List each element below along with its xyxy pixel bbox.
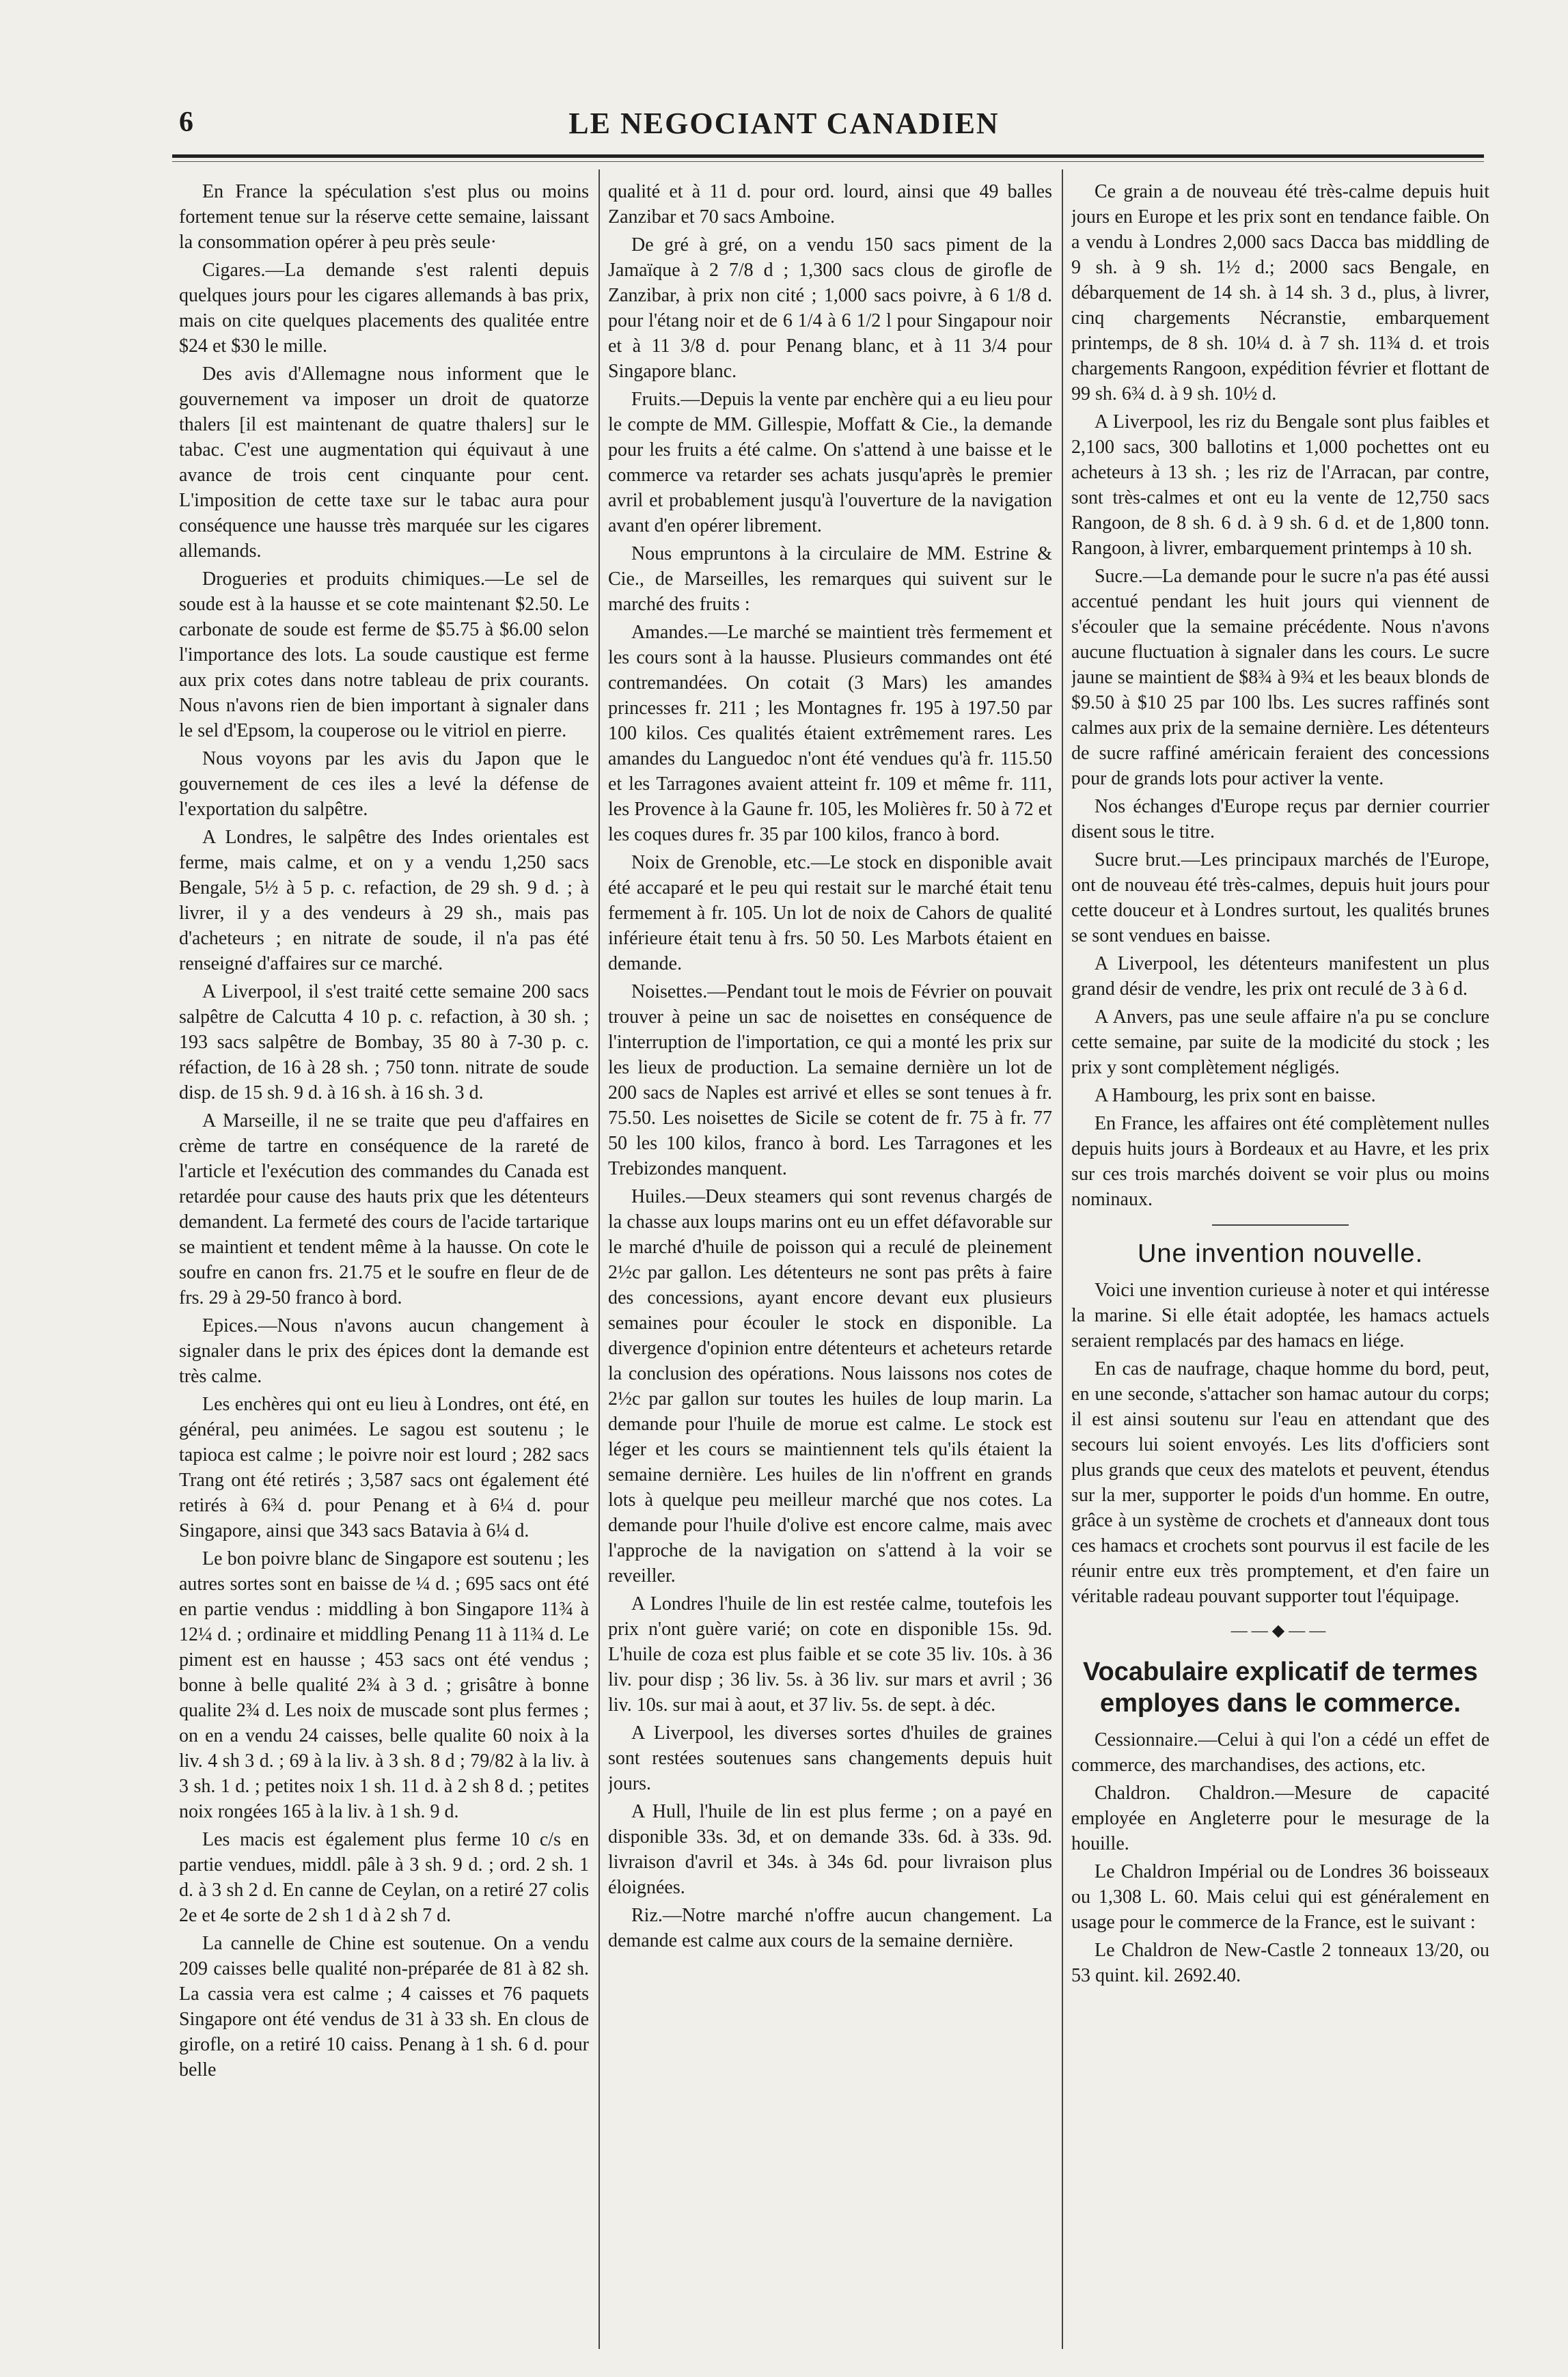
col2-paragraph: Nous empruntons à la circulaire de MM. Estrine & Cie., de Marseilles, les remarques qui suivent sur le marché des fruits : (608, 543, 1052, 615)
col1-paragraph: Des avis d'Allemagne nous informent que le gouvernement va imposer un droit de quatorze thalers [il est maintenant de quatre thalers] sur le tabac. C'est une augmentation qui équivaut à une avance de trois cent cinquante pour cent. L'imposition de cette taxe sur le tabac aura pour conséquence une hausse très marquée sur les cigares allemands. (179, 363, 589, 562)
col3-paragraph: Sucre.—La demande pour le sucre n'a pas été aussi accentué pendant les huit jours qui viennent de s'écouler que la semaine précédente. Nous n'avons aucune fluctuation à signaler dans les cours. Le sucre jaune se maintient de $8¾ à 9¾ et les beaux blonds de $9.50 à $10 25 par 100 lbs. Les sucres raffinés sont calmes aux prix de la semaine dernière. Les détenteurs de sucre raffiné américain feraient des concessions pour de grands lots pour activer la vente. (1071, 566, 1489, 789)
invention-paragraph: Voici une invention curieuse à noter et qui intéresse la marine. Si elle était adoptée, les hamacs actuels seraient remplacés par des hamacs en liége. (1071, 1280, 1489, 1351)
column-1 (179, 179, 589, 2345)
col2-paragraph: qualité et à 11 d. pour ord. lourd, ainsi que 49 balles Zanzibar et 70 sacs Amboine. (608, 181, 1052, 228)
vocab-paragraph: Cessionnaire.—Celui à qui l'on a cédé un effet de commerce, des marchandises, des actions, etc. (1071, 1729, 1489, 1776)
vocab-paragraph: Le Chaldron Impérial ou de Londres 36 boisseaux ou 1,308 L. 60. Mais celui qui est généralement en usage pour le commerce de la France, est le suivant : (1071, 1861, 1489, 1933)
col1-paragraph: A Liverpool, il s'est traité cette semaine 200 sacs salpêtre de Calcutta 4 10 p. c. refaction, à 30 sh. ; 193 sacs salpêtre de Bombay, 35 80 à 7-30 p. c. réfaction, de 16 à 28 sh. ; 750 tonn. nitrate de soude disp. de 15 sh. 9 d. à 16 sh. à 16 sh. 3 d. (179, 981, 589, 1103)
col2-paragraph: A Hull, l'huile de lin est plus ferme ; on a payé en disponible 33s. 3d, et on demande 33s. 6d. à 33s. 9d. livraison d'avril et 34s. à 34s 6d. pour livraison plus éloignées. (608, 1801, 1052, 1898)
section-rule (1212, 1224, 1349, 1226)
col3-paragraph: A Hambourg, les prix sont en baisse. (1095, 1085, 1376, 1106)
col3-paragraph: A Anvers, pas une seule affaire n'a pu se conclure cette semaine, par suite de la modicité du stock ; les prix y sont complètement négligés. (1071, 1006, 1489, 1078)
col2-paragraph: Fruits.—Depuis la vente par enchère qui a eu lieu pour le compte de MM. Gillespie, Moffatt & Cie., la demande pour les fruits a été calme. On s'attend à une baisse et le commerce va retarder ses achats jusqu'après le premier avril et probablement jusqu'à l'ouverture de la navigation avant d'en opérer librement. (608, 389, 1052, 536)
col1-paragraph: La cannelle de Chine est soutenue. On a vendu 209 caisses belle qualité non-préparée de 81 à 82 sh. La cassia vera est calme ; 4 caisses et 76 paquets Singapore ont été vendus de 31 à 33 sh. En clous de girofle, on a retiré 10 caiss. Penang à 1 sh. 6 d. pour belle (179, 1933, 589, 2080)
col1-paragraph: A Londres, le salpêtre des Indes orientales est ferme, mais calme, et on y a vendu 1,250 sacs Bengale, 5½ à 5 p. c. refaction, de 29 sh. 9 d. ; à livrer, il y a des vendeurs à 29 sh., mais pas d'acheteurs ; en nitrate de soude, il n'a pas été renseigné d'affaires sur ce marché. (179, 827, 589, 974)
col2-paragraph: A Londres l'huile de lin est restée calme, toutefois les prix n'ont guère varié; on cote en disponible 15s. 9d. L'huile de coza est plus faible et se cote 35 liv. 10s. à 36 liv. pour disp ; 36 liv. 5s. à 36 liv. sur mars et avril ; 36 liv. 10s. sur mai à aout, et 37 liv. 5s. de sept. à déc. (608, 1593, 1052, 1716)
col3-paragraph: A Liverpool, les riz du Bengale sont plus faibles et 2,100 sacs, 300 ballotins et 1,000 pochettes ont eu acheteurs à 13 sh. ; les riz de l'Arracan, par contre, sont très-calmes et ont eu la vente de 12,750 sacs Rangoon, de 8 sh. 6 d. à 9 sh. 6 d. et de 1,800 tonn. Rangoon, à livrer, embarquement printemps à 10 sh. (1071, 411, 1489, 559)
col2-paragraph: Noisettes.—Pendant tout le mois de Février on pouvait trouver à peine un sac de noisettes en conséquence de l'interruption de l'importation, ce qui a monté les prix sur les lieux de production. La semaine dernière un lot de 200 sacs de Naples est arrivé et elles se sont tenues à fr. 75.50. Les noisettes de Sicile se cotent de fr. 75 à fr. 77 50 les 100 kilos, franco à bord. Les Tarragones et les Trebizondes manquent. (608, 981, 1052, 1179)
vocab-paragraph: Chaldron. Chaldron.—Mesure de capacité employée en Angleterre pour le mesurage de la houille. (1071, 1783, 1489, 1854)
col1-paragraph: Le bon poivre blanc de Singapore est soutenu ; les autres sortes sont en baisse de ¼ d. ; 695 sacs ont été en partie vendus : middling à bon Singapore 11¾ à 12¼ d. ; ordinaire et middling Penang 11 à 11¾ d. Le piment est en hausse ; 453 sacs ont été vendus ; bonne à belle qualité 2¾ à 3 d. ; grisâtre à bonne qualite 2¾ d. Les noix de muscade sont plus fermes ; on en a vendu 24 caisses, belle qualite 60 noix à la liv. 4 sh 3 d. ; 69 à la liv. à 3 sh. 8 d ; 79/82 à la liv. à 3 sh. 1 d. ; petites noix 1 sh. 11 d. à 2 sh 8 d. ; petites noix rongées 165 à la liv. à 1 sh. 9 d. (179, 1548, 589, 1822)
col3-paragraph: En France, les affaires ont été complètement nulles depuis huits jours à Bordeaux et au Havre, et les prix sur ces trois marchés doivent se voir plus ou moins nominaux. (1071, 1113, 1489, 1210)
col3-paragraph: Sucre brut.—Les principaux marchés de l'Europe, ont de nouveau été très-calmes, depuis huit jours pour cette douceur et à Londres surtout, les qualités brunes se sont vendues en baisse. (1071, 849, 1489, 946)
column-3 (1071, 179, 1489, 2345)
masthead-title: LE NEGOCIANT CANADIEN (568, 107, 1000, 140)
col1-paragraph: Nous voyons par les avis du Japon que le gouvernement de ces iles a levé la défense de l'exportation du salpêtre. (179, 748, 589, 820)
col2-paragraph: Riz.—Notre marché n'offre aucun changement. La demande est calme aux cours de la semaine dernière. (608, 1905, 1052, 1951)
col2-paragraph: Amandes.—Le marché se maintient très fermement et les cours sont à la hausse. Plusieurs commandes ont été contremandées. On cotait (3 Mars) les amandes princesses fr. 211 ; les Montagnes fr. 195 à 197.50 par 100 kilos. Ces qualités étaient extrêmement rares. Les amandes du Languedoc n'ont été vendues qu'à fr. 115.50 et les Tarragones avaient atteint fr. 109 et même fr. 111, les Provence à la Gaune fr. 105, les Molières fr. 50 à 72 et les coques dures fr. 35 par 100 kilos, franco à bord. (608, 622, 1052, 845)
col1-paragraph: Les macis est également plus ferme 10 c/s en partie vendues, middl. pâle à 3 sh. 9 d. ; ord. 2 sh. 1 d. à 3 sh 2 d. En canne de Ceylan, on a retiré 27 colis 2e et 4e sorte de 2 sh 1 d à 2 sh 7 d. (179, 1829, 589, 1926)
ornament-separator: ——◆—— (1230, 1622, 1330, 1640)
column-2 (608, 179, 1052, 2345)
col1-paragraph: Epices.—Nous n'avons aucun changement à signaler dans le prix des épices dont la demande est très calme. (179, 1315, 589, 1387)
col2-paragraph: Huiles.—Deux steamers qui sont revenus chargés de la chasse aux loups marins ont eu un effet défavorable sur le marché d'huile de poisson qui a reculé de pleinement 2½c par gallon. Les détenteurs ne sont pas prêts à faire des concessions, ayant encore devant eux plusieurs semaines pour écouler le stock en disponible. La divergence d'opinion entre détenteurs et acheteurs retarde la conclusion des opérations. Nous laissons nos cotes de 2½c par gallon sur toutes les huiles de loup marin. La demande pour l'huile de morue est calme. Le stock est léger et les cours se maintiennent tels qu'ils étaient la semaine dernière. Les huiles de lin n'offrent en grands lots à quelque peu meilleur marché que nos cotes. La demande pour l'huile d'olive est encore calme, mais avec l'approche de la navigation on s'attend à la voir se reveiller. (608, 1186, 1052, 1586)
col1-paragraph: Cigares.—La demande s'est ralenti depuis quelques jours pour les cigares allemands à bas prix, mais on cite quelques placements des qualitée entre $24 et $30 le mille. (179, 260, 589, 357)
col3-paragraph: A Liverpool, les détenteurs manifestent un plus grand désir de vendre, les prix ont reculé de 3 à 6 d. (1071, 953, 1489, 1000)
col1-paragraph: Drogueries et produits chimiques.—Le sel de soude est à la hausse et se cote maintenant $2.50. Le carbonate de soude est ferme de $5.75 à $6.00 selon l'importance des lots. La soude caustique est ferme aux prix cotes dans notre tableau de prix courants. Nous n'avons rien de bien important à signaler dans le sel d'Epsom, la couperose ou le vitriol en pierre. (179, 568, 589, 741)
col1-paragraph: A Marseille, il ne se traite que peu d'affaires en crème de tartre en conséquence de la rareté de l'article et l'exécution des commandes du Canada est retardée pour cause des hauts prix que les détenteurs demandent. La fermeté des cours de l'acide tartarique se maintient et tendent même à la hausse. On cote le soufre en canon frs. 21.75 et le soufre en fleur de de frs. 29 à 29-50 franco à bord. (179, 1110, 589, 1308)
column-divider-2 (1062, 169, 1063, 2349)
col1-paragraph: En France la spéculation s'est plus ou moins fortement tenue sur la réserve cette semaine, laissant la consommation opérer à peu près seule· (179, 181, 589, 253)
col1-paragraph: Les enchères qui ont eu lieu à Londres, ont été, en général, peu animées. Le sagou est soutenu ; le tapioca est calme ; le poivre noir est lourd ; 282 sacs Trang ont été retirés ; 3,587 sacs ont également été retirés à 6¾ d. pour Penang et à 6¼ d. pour Singapore, ainsi que 343 sacs Batavia à 6¼ d. (179, 1394, 589, 1541)
vocab-heading: Vocabulaire explicatif de termes employes dans le commerce. (1083, 1658, 1478, 1718)
col3-paragraph: Ce grain a de nouveau été très-calme depuis huit jours en Europe et les prix sont en tendance faible. On a vendu à Londres 2,000 sacs Dacca bas middling de 9 sh. à 9 sh. 1½ d.; 2000 sacs Bengale, en débarquement de 14 sh. à 14 sh. 3 d., plus, à livrer, cinq chargements Nécranstie, embarquement printemps, de 8 sh. 10¼ d. à 7 sh. 11¾ d. et trois chargements Rangoon, expédition février et flottant de 99 sh. 6¾ d. à 9 sh. 10½ d. (1071, 181, 1489, 404)
col2-paragraph: De gré à gré, on a vendu 150 sacs piment de la Jamaïque à 2 7/8 d ; 1,300 sacs clous de girofle de Zanzibar, à prix non cité ; 1,000 sacs poivre, à 6 1/8 d. pour l'étang noir et de 6 1/4 à 6 1/2 l pour Singapour noir et à 11 3/8 d. pour Penang blanc, et à 11 3/4 pour Singapore blanc. (608, 234, 1052, 382)
col2-paragraph: Noix de Grenoble, etc.—Le stock en disponible avait été accaparé et le peu qui restait sur le marché était tenu fermement à fr. 105. Un lot de noix de Cahors de qualité inférieure était tenu à frs. 50 50. Les Marbots étaient en demande. (608, 852, 1052, 974)
col3-paragraph: Nos échanges d'Europe reçus par dernier courrier disent sous le titre. (1071, 796, 1489, 842)
col2-paragraph: A Liverpool, les diverses sortes d'huiles de graines sont restées soutenues sans changements depuis huit jours. (608, 1722, 1052, 1794)
invention-heading: Une invention nouvelle. (1137, 1239, 1424, 1268)
vocab-paragraph: Le Chaldron de New-Castle 2 tonneaux 13/20, ou 53 quint. kil. 2692.40. (1071, 1940, 1489, 1986)
page-number: 6 (179, 107, 193, 138)
header-rule (172, 154, 1484, 158)
column-divider-1 (599, 169, 600, 2349)
invention-paragraph: En cas de naufrage, chaque homme du bord, peut, en une seconde, s'attacher son hamac autour du corps; il est ainsi soutenu sur l'eau en attendant que des secours lui soient envoyés. Les lits d'officiers sont plus grands que ceux des matelots et peuvent, étendus sur la mer, supporter le poids d'un homme. En outre, grâce à un système de crochets et d'anneaux dont tous ces hamacs et crochets sont pourvus il est facile de les réunir entre eux très promptement, et d'en faire un véritable radeau pouvant supporter tout l'équipage. (1071, 1358, 1489, 1607)
header-rule-thin (172, 161, 1484, 162)
